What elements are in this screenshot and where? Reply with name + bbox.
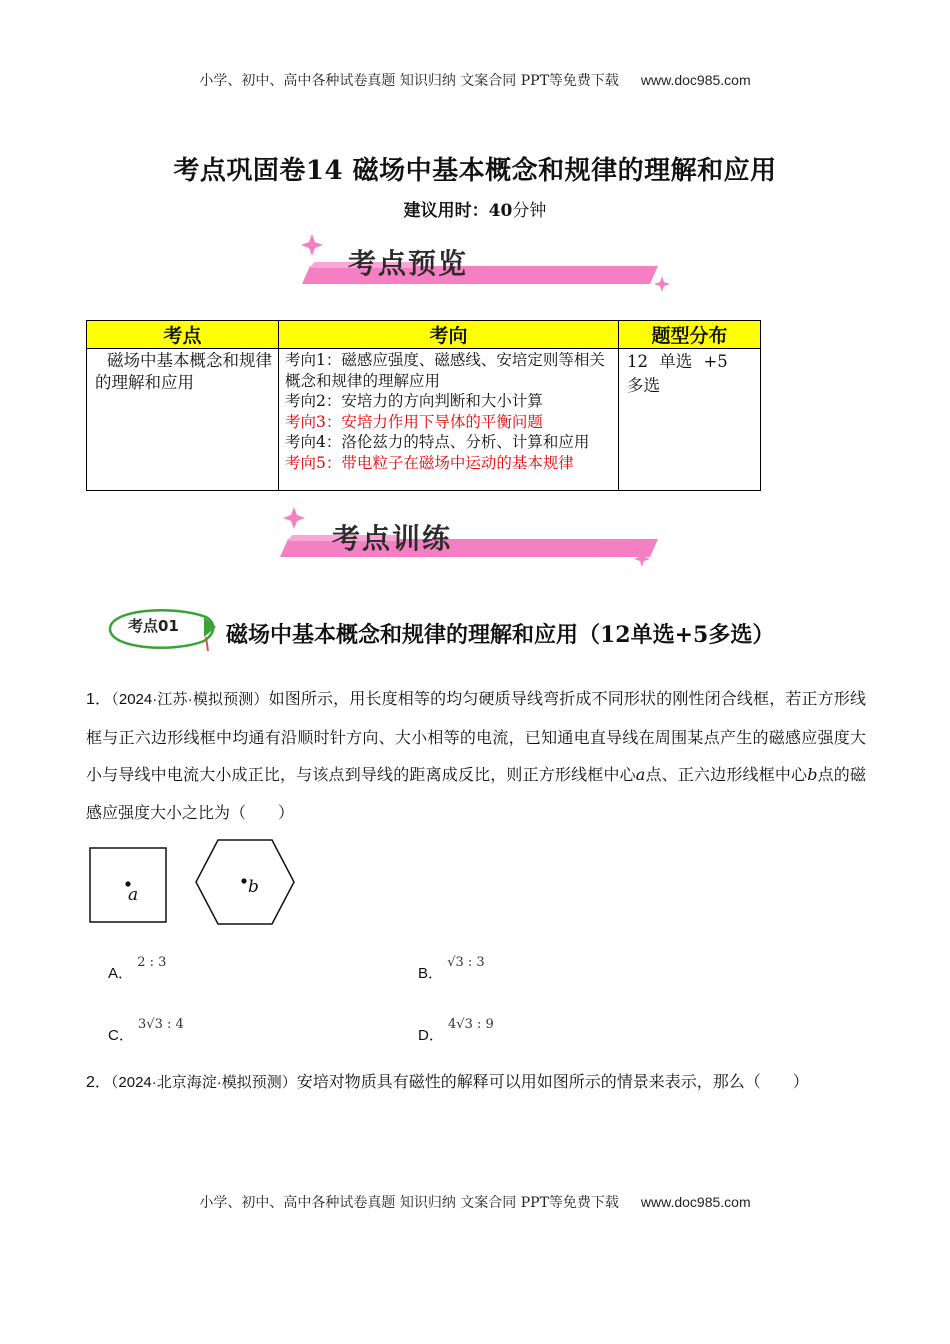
option-d-value: 4√3 : 9 bbox=[448, 1017, 494, 1032]
suggested-time bbox=[0, 196, 950, 221]
option-c[interactable] bbox=[108, 1017, 184, 1045]
option-a-value: 2 : 3 bbox=[137, 955, 167, 970]
table-header-cell: 考向 bbox=[279, 321, 619, 349]
question-source: （2024·北京海淀·模拟预测） bbox=[110, 1074, 297, 1091]
figure-label-b: b bbox=[248, 877, 259, 897]
question-1-figure bbox=[88, 838, 308, 934]
question-stem: 点、正六边形线框中心 bbox=[645, 765, 808, 784]
page-footer bbox=[0, 1192, 950, 1212]
section-badge-text: 考点01 bbox=[128, 617, 179, 635]
header-text: 小学、初中、高中各种试卷真题 知识归纳 文案合同 PPT等免费下载 bbox=[199, 73, 619, 89]
banner-preview-text: 考点预览 bbox=[348, 247, 469, 280]
suggested-time-label: 建议用时： bbox=[403, 201, 489, 221]
point-b-dot bbox=[241, 878, 246, 883]
header-site-link[interactable]: www.doc985.com bbox=[640, 72, 751, 88]
table-directions-cell bbox=[279, 349, 619, 491]
direction-item: 考向2：安培力的方向判断和大小计算 bbox=[285, 392, 543, 410]
question-2 bbox=[86, 1063, 866, 1102]
option-b-label: B． bbox=[418, 965, 444, 982]
option-b-value: √3 : 3 bbox=[447, 955, 485, 970]
direction-item: 考向1：磁感应强度、磁感线、安培定则等相关概念和规律的理解应用 bbox=[285, 351, 605, 390]
question-1 bbox=[86, 680, 866, 831]
suggested-time-unit: 分钟 bbox=[512, 201, 547, 221]
banner-training bbox=[270, 505, 680, 575]
question-stem: 如图所示，用长度相等的均匀硬质导线弯折成不同形状的刚性闭合线框，若正方形线框与正六边形线框中均通有沿顺时针方向、大小相等的电流，已知通电直导线在周围某点产生的磁感应强度大小与导线中电流大小成正比，与该点到导线的距离成反比，则正方形线框中心 bbox=[86, 689, 866, 784]
question-number: 1． bbox=[86, 691, 112, 708]
option-c-value: 3√3 : 4 bbox=[138, 1017, 184, 1032]
question-number: 2． bbox=[86, 1074, 111, 1091]
section-heading: 磁场中基本概念和规律的理解和应用（12单选+5多选） bbox=[226, 622, 775, 648]
point-b-label: b bbox=[807, 765, 818, 784]
banner-preview-decoration bbox=[270, 232, 680, 302]
exam-points-table bbox=[86, 320, 761, 491]
option-d-label: D． bbox=[418, 1027, 444, 1044]
footer-site-link[interactable]: www.doc985.com bbox=[640, 1194, 751, 1210]
section-badge bbox=[104, 603, 220, 657]
banner-training-text: 考点训练 bbox=[332, 522, 453, 555]
question-stem: 点的磁感应强度大小之比为（ ） bbox=[86, 765, 866, 822]
footer-text: 小学、初中、高中各种试卷真题 知识归纳 文案合同 PPT等免费下载 bbox=[199, 1195, 619, 1211]
square-hexagon-diagram bbox=[88, 838, 308, 930]
table-topic-cell: 磁场中基本概念和规律的理解和应用 bbox=[87, 349, 279, 491]
direction-item: 考向5：带电粒子在磁场中运动的基本规律 bbox=[285, 453, 574, 472]
option-a[interactable] bbox=[108, 955, 167, 983]
suggested-time-value: 40 bbox=[488, 201, 513, 221]
table-header-row bbox=[87, 321, 761, 349]
banner-preview bbox=[270, 232, 680, 302]
figure-label-a: a bbox=[128, 885, 139, 905]
option-b[interactable] bbox=[418, 955, 485, 983]
page-header bbox=[0, 70, 950, 90]
direction-item: 考向3：安培力作用下导体的平衡问题 bbox=[285, 412, 543, 431]
page-title: 考点巩固卷14 磁场中基本概念和规律的理解和应用 bbox=[173, 156, 777, 186]
option-a-label: A． bbox=[108, 965, 134, 982]
table-header-cell: 题型分布 bbox=[619, 321, 761, 349]
option-c-label: C． bbox=[108, 1027, 134, 1044]
question-source: （2024·江苏·模拟预测） bbox=[111, 691, 269, 708]
option-d[interactable] bbox=[418, 1017, 494, 1045]
table-distribution-cell: 12 单选 +5 多选 bbox=[619, 349, 761, 491]
question-stem: 安培对物质具有磁性的解释可以用如图所示的情景来表示，那么（ ） bbox=[296, 1072, 809, 1091]
table-header-cell: 考点 bbox=[87, 321, 279, 349]
direction-item: 考向4：洛伦兹力的特点、分析、计算和应用 bbox=[285, 433, 590, 451]
leaf-badge-icon bbox=[104, 603, 220, 653]
table-row bbox=[87, 349, 761, 491]
point-a-label: a bbox=[635, 765, 646, 784]
